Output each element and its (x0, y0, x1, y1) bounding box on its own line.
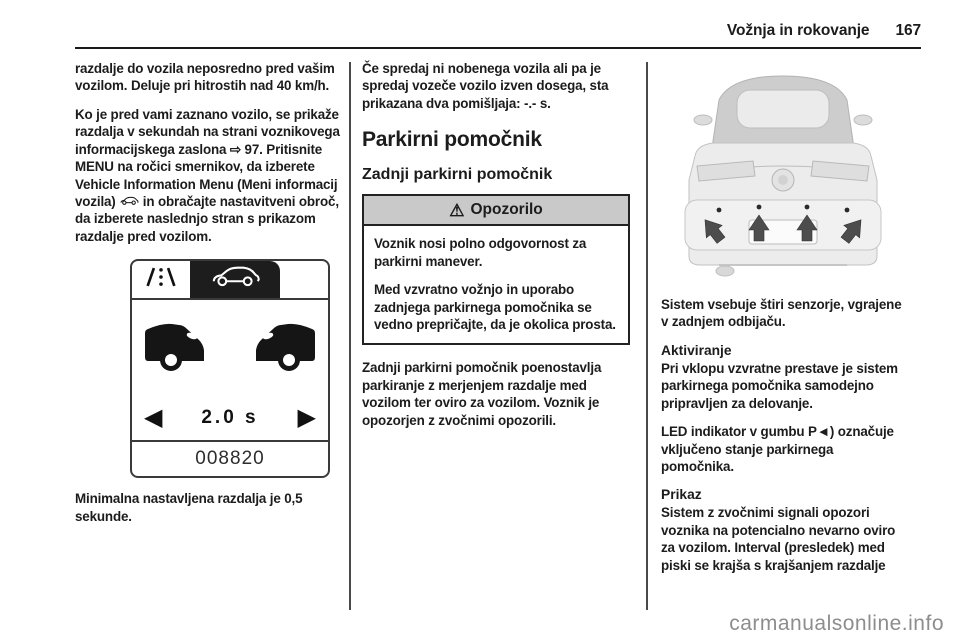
paragraph-text: in obračajte nastavitveni obroč, da izberete naslednjo stran s prikazom razdalje pred vozilom. (75, 193, 339, 244)
right-column (661, 60, 906, 585)
tab-spacer (280, 261, 328, 298)
subsection-heading: Zadnji parkirni pomočnik (362, 166, 553, 184)
sub-label: Aktiviranje (661, 342, 732, 358)
paragraph: Če spredaj ni nobenega vozila ali pa je spredaj vozeče vozilo izven dosega, sta prikazana dva pomišljaja: -.- s. (362, 61, 609, 111)
warning-body (364, 226, 628, 343)
arrow-right-icon: ▶ (297, 404, 316, 432)
paragraph: Sistem z zvočnimi signali opozori voznika na potencialno nevarno oviro za vozilom. Interval (presledek) med piski se krajša s krajšanjem razdalje (661, 505, 896, 573)
car-side-icon (208, 266, 262, 293)
arrow-left-icon: ◀ (144, 404, 163, 432)
warning-header (364, 196, 628, 226)
page-number: 167 (895, 22, 921, 39)
warning-icon: ⚠ (449, 200, 465, 220)
left-column (75, 60, 343, 536)
car-rear-illustration (661, 60, 906, 288)
paragraph: Sistem vsebuje štiri senzorje, vgrajene v zadnjem odbijaču. (661, 297, 902, 330)
paragraph (75, 106, 343, 245)
paragraph: Zadnji parkirni pomočnik poenostavlja parkiranje z merjenjem razdalje med vozilom ter oviro za vozilom. Voznik je opozorjen z zvočnimi opozorili. (362, 360, 602, 428)
warning-title: Opozorilo (470, 201, 543, 219)
sub-label: Prikaz (661, 487, 702, 503)
display-code: 008820 (132, 440, 328, 476)
watermark: carmanualsonline.info (729, 612, 944, 635)
warning-paragraph: Voznik nosi polno odgovornost za parkirni manever. (374, 236, 587, 269)
paragraph: razdalje do vozila neposredno pred vašim vozilom. Deluje pri hitrostih nad 40 km/h. (75, 61, 335, 94)
lead-car-rear-icon (142, 317, 222, 380)
figure-caption: Minimalna nastavljena razdalja je 0,5 sekunde. (75, 491, 303, 524)
rear-sensors-figure (661, 60, 906, 288)
paragraph: LED indikator v gumbu P◄) označuje vključeno stanje parkirnega pomočnika. (661, 424, 894, 474)
driver-display-figure (130, 259, 330, 478)
car-side-icon (119, 194, 139, 209)
tab-following-distance (190, 261, 280, 298)
own-car-front-icon (238, 317, 318, 380)
lane-markings-icon (145, 265, 177, 294)
page-header (75, 22, 921, 40)
warning-box (362, 194, 630, 345)
display-cars-row (132, 300, 328, 396)
column-divider (349, 62, 351, 610)
middle-column (362, 60, 630, 440)
display-tabs (132, 261, 328, 300)
display-distance-row (132, 396, 328, 440)
page-title: Vožnja in rokovanje (726, 22, 870, 39)
section-heading: Parkirni pomočnik (362, 128, 542, 152)
distance-value: 2.0 s (201, 407, 259, 429)
header-rule (75, 47, 921, 49)
warning-paragraph: Med vzvratno vožnjo in uporabo zadnjega parkirnega pomočnika se vedno prepričajte, da je okolica prosta. (374, 282, 616, 332)
paragraph-text: Ko je pred vami zaznano vozilo, se prikaže razdalja v sekundah na strani voznikovega informacijskega zaslona ⇨ 97. Pritisnite MENU na ročici smernikov, da izberete Vehicle Information Menu (Meni informacij vozila) (75, 106, 340, 209)
column-divider (646, 62, 648, 610)
paragraph: Pri vklopu vzvratne prestave je sistem parkirnega pomočnika samodejno pripravljen za delovanje. (661, 360, 898, 411)
tab-lane (132, 261, 190, 298)
